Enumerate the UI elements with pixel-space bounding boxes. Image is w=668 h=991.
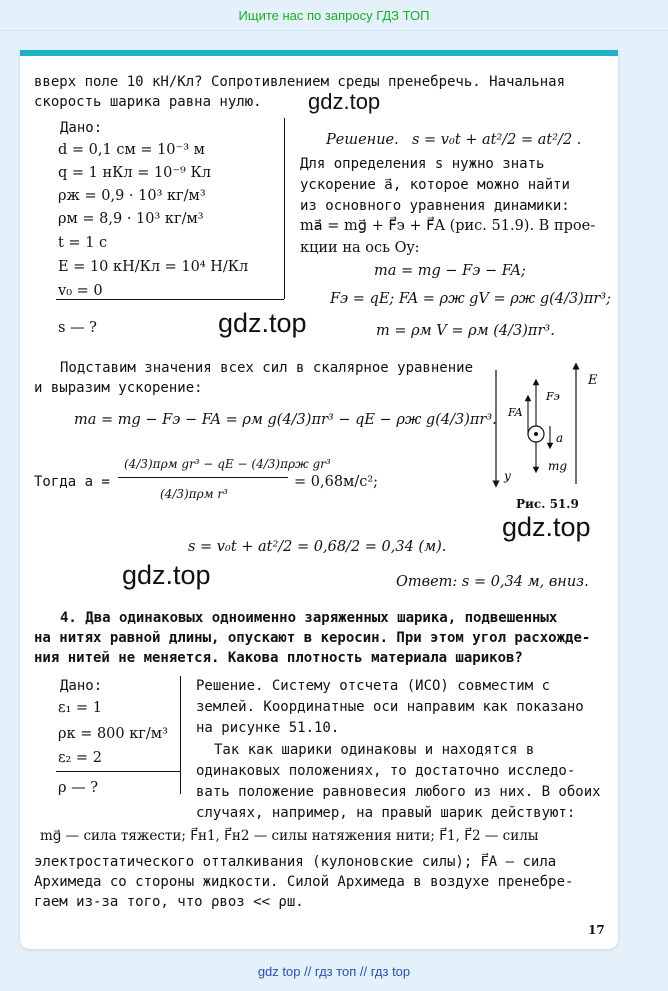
watermark-2: gdz.top: [218, 308, 307, 338]
substitution-line-1: Подставим значения всех сил в скалярное уравнение: [60, 360, 474, 376]
solution-label: Решение.: [326, 132, 399, 148]
footer-links[interactable]: gdz top // гдз топ // гдз top: [257, 964, 411, 979]
intro-line-1: вверх поле 10 кН/Кл? Сопротивлением среды пренебречь. Начальная: [34, 74, 566, 90]
ball-center: [534, 432, 538, 436]
a-fraction-bar: [118, 477, 288, 478]
watermark-4: gdz.top: [502, 512, 591, 542]
figure-51-9: [486, 362, 610, 492]
p4-given-divider: [56, 771, 180, 772]
problem4-line-1: 4. Два одинаковых одноименно заряженных шарика, подвешенных: [60, 610, 558, 626]
p4-body-line-5: mg⃗ — сила тяжести; F⃗н1, F⃗н2 — силы натяжения нити; F⃗1, F⃗2 — силы: [40, 828, 539, 844]
solution-formula: s = v₀t + at²/2 = at²/2 .: [412, 132, 582, 148]
given-d: d = 0,1 см = 10⁻³ м: [58, 142, 205, 158]
solution-line-2: ускорение a⃗, которое можно найти: [300, 177, 570, 193]
problem4-line-3: ния нитей не меняется. Какова плотность материала шариков?: [34, 650, 523, 666]
p4-given-title: Дано:: [60, 678, 103, 694]
label-Fe: Fэ: [546, 390, 560, 403]
label-FA: FA: [508, 406, 523, 419]
p4-body-line-4: случаях, например, на правый шарик действуют:: [196, 805, 576, 821]
p4-find-rho: ρ — ?: [58, 780, 99, 796]
p4-body-line-6: электростатического отталкивания (кулоновские силы); F⃗A — сила: [34, 854, 557, 870]
given-rho-m: ρм = 8,9 · 10³ кг/м³: [58, 211, 204, 227]
then-label: Тогда a =: [34, 474, 110, 490]
solution-line-1: Для определения s нужно знать: [300, 156, 545, 172]
watermark-1: gdz.top: [308, 89, 381, 114]
a-result: = 0,68м/с²;: [294, 474, 379, 490]
equation-3: m = ρм V = ρм (4/3)πr³.: [376, 323, 555, 339]
p4-solution-line-1: Решение. Систему отсчета (ИСО) совместим с: [196, 678, 551, 694]
given-E: E = 10 кН/Кл = 10⁴ Н/Кл: [58, 259, 249, 275]
p4-given-eps2: ε₂ = 2: [58, 750, 102, 766]
page-number: 17: [588, 923, 605, 937]
p4-given-vertical-divider: [180, 676, 181, 794]
given-divider: [56, 299, 284, 300]
equation-4: ma = mg − Fэ − FA = ρм g(4/3)πr³ − qE − ρж g(4/3)πr³.: [74, 412, 497, 428]
given-v0: v₀ = 0: [58, 283, 103, 299]
p4-body-line-1: Так как шарики одинаковы и находятся в: [214, 742, 535, 758]
watermark-3: gdz.top: [122, 560, 211, 590]
answer: Ответ: s = 0,34 м, вниз.: [396, 574, 589, 590]
given-t: t = 1 с: [58, 235, 108, 251]
p4-body-line-2: одинаковых положениях, то достаточно исследо-: [196, 763, 576, 779]
given-title: Дано:: [60, 120, 103, 136]
solution-line-5: кции на ось Oy:: [300, 240, 420, 256]
p4-solution-line-2: землей. Координатные оси направим как показано: [196, 699, 584, 715]
header-link[interactable]: Ищите нас по запросу ГДЗ ТОП: [238, 8, 430, 23]
p4-body-line-7: Архимеда со стороны жидкости. Силой Архимеда в воздухе пренебре-: [34, 874, 574, 890]
solution-line-4: ma⃗ = mg⃗ + F⃗э + F⃗A (рис. 51.9). В прое-: [300, 218, 596, 234]
a-numerator: (4/3)πρм gr³ − qE − (4/3)πρж gr³: [124, 457, 331, 471]
p4-given-rho-k: ρк = 800 кг/м³: [58, 726, 168, 742]
figure-caption: Рис. 51.9: [516, 497, 579, 511]
solution-line-3: из основного уравнения динамики:: [300, 198, 570, 214]
s-equation: s = v₀t + at²/2 = 0,68/2 = 0,34 (м).: [188, 539, 447, 555]
given-vertical-divider: [284, 118, 285, 299]
label-mg: mg: [548, 459, 568, 473]
equation-2: Fэ = qE; FA = ρж gV = ρж g(4/3)πr³;: [330, 291, 611, 307]
p4-body-line-3: вать положение равновесия любого из них. В обоих: [196, 784, 601, 800]
p4-given-eps1: ε₁ = 1: [58, 700, 102, 716]
header-divider: [0, 30, 668, 31]
intro-line-2: скорость шарика равна нулю.: [34, 94, 262, 110]
p4-solution-line-3: на рисунке 51.10.: [196, 720, 340, 736]
given-rho-zh: ρж = 0,9 · 10³ кг/м³: [58, 188, 206, 204]
problem4-line-2: на нитях равной длины, опускают в керосин. При этом угол расхожде-: [34, 630, 591, 646]
given-q: q = 1 нКл = 10⁻⁹ Кл: [58, 165, 211, 181]
a-denominator: (4/3)πρм r³: [160, 487, 228, 501]
label-y: y: [504, 469, 511, 483]
find-s: s — ?: [58, 320, 97, 336]
substitution-line-2: и выразим ускорение:: [34, 380, 203, 396]
label-a: a: [556, 431, 564, 445]
label-E: E: [588, 373, 598, 388]
equation-1: ma = mg − Fэ − FA;: [374, 263, 526, 279]
p4-body-line-8: гаем из-за того, что ρвоз << ρш.: [34, 894, 304, 910]
